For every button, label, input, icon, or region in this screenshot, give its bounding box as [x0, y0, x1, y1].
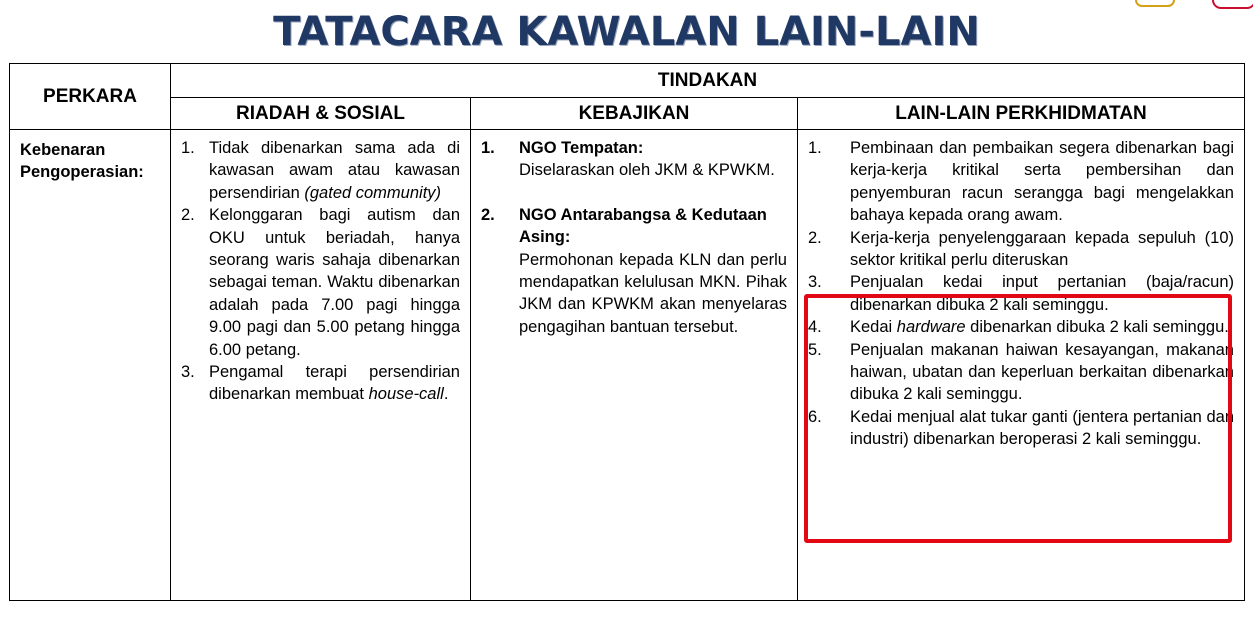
item-text-plain: Tidak dibenarkan sama ada di kawasan awam atau kawasan persendirian — [209, 139, 460, 202]
item-text-italic: house-call — [368, 385, 444, 404]
kebajikan-cell — [471, 130, 798, 601]
control-procedure-table — [9, 63, 1245, 601]
seal-logo — [1212, 0, 1253, 9]
header-perkara: PERKARA — [10, 64, 171, 130]
list-item — [808, 227, 1234, 272]
item-body: Permohonan kepada KLN dan perlu mendapatkan kelulusan MKN. Pihak JKM dan KPWKM akan menyelaras pengagihan bantuan tersebut. — [519, 250, 787, 336]
item-text — [519, 204, 787, 338]
list-item — [808, 271, 1234, 316]
header-riadah-sosial: RIADAH & SOSIAL — [171, 98, 471, 130]
item-body: Diselaraskan oleh JKM & KPWKM. — [519, 161, 775, 180]
item-text-italic: hardware — [896, 318, 966, 337]
item-text-tail: dibenarkan dibuka 2 kali seminggu. — [965, 318, 1229, 337]
item-number: 3. — [181, 363, 195, 382]
list-item — [808, 339, 1234, 406]
list-item — [481, 204, 787, 338]
item-text — [850, 271, 1234, 316]
item-text — [519, 137, 787, 182]
item-number: 3. — [808, 273, 822, 292]
crest-logo — [1135, 0, 1175, 7]
item-text-plain: Kedai — [850, 318, 897, 337]
item-number: 2. — [181, 206, 195, 225]
item-text — [209, 137, 460, 204]
item-number: 1. — [808, 139, 822, 157]
item-text-plain: Penjualan makanan haiwan kesayangan, makanan haiwan, ubatan dan keperluan berkaitan dibenarkan dibuka 2 kali seminggu. — [850, 340, 1234, 404]
item-text-plain: Kelonggaran bagi autism dan OKU untuk beriadah, hanya seorang waris sahaja dibenarkan sebagai teman. Waktu dibenarkan adalah pada 7.00 pagi hingga 9.00 pagi dan 5.00 petang hingga 6.00 petang. — [209, 206, 460, 359]
header-tindakan: TINDAKAN — [171, 64, 1245, 98]
list-spacer — [481, 182, 787, 204]
item-number: 5. — [808, 340, 822, 359]
item-number: 1. — [181, 139, 195, 157]
riadah-list — [181, 137, 460, 406]
lain-list — [808, 137, 1234, 451]
lain-cell — [798, 130, 1245, 601]
item-number: 6. — [808, 407, 822, 426]
list-item — [181, 137, 460, 204]
header-lain-lain: LAIN-LAIN PERKHIDMATAN — [798, 98, 1245, 130]
item-number: 4. — [808, 318, 822, 337]
list-item — [808, 406, 1234, 451]
item-number: 2. — [481, 205, 495, 224]
list-item — [181, 204, 460, 361]
item-text — [850, 227, 1234, 272]
item-text-tail: . — [443, 385, 449, 404]
item-heading: NGO Tempatan: — [519, 139, 644, 157]
item-text — [209, 361, 460, 406]
list-item — [808, 316, 1234, 338]
item-text — [850, 339, 1234, 406]
item-text-plain: Pengamal terapi persendirian dibenarkan membuat — [209, 363, 460, 404]
list-item — [481, 137, 787, 182]
riadah-cell — [171, 130, 471, 601]
item-text — [850, 316, 1234, 338]
list-item — [181, 361, 460, 406]
perkara-cell: Kebenaran Pengoperasian: — [10, 130, 171, 601]
item-text-plain: Penjualan kedai input pertanian (baja/racun) dibenarkan dibuka 2 kali seminggu. — [850, 273, 1234, 314]
header-kebajikan: KEBAJIKAN — [471, 98, 798, 130]
item-text-plain: Kerja-kerja penyelenggaraan kepada sepuluh (10) sektor kritikal perlu diteruskan — [850, 228, 1234, 270]
item-text — [850, 137, 1234, 227]
item-text — [850, 406, 1234, 451]
page-title: TATACARA KAWALAN LAIN-LAIN — [273, 9, 980, 55]
list-item — [808, 137, 1234, 227]
item-heading: NGO Antarabangsa & Kedutaan Asing: — [519, 205, 767, 247]
item-text-plain: Pembinaan dan pembaikan segera dibenarkan bagi kerja-kerja kritikal serta pembersihan dan penyemburan racun serangga bagi mengelakkan bahaya kepada orang awam. — [850, 139, 1234, 225]
item-text-plain: Kedai menjual alat tukar ganti (jentera pertanian dan industri) dibenarkan beroperasi 2 kali seminggu. — [850, 407, 1234, 449]
kebajikan-list — [481, 137, 787, 338]
item-number: 2. — [808, 228, 822, 247]
item-text-italic: (gated community) — [304, 183, 442, 202]
item-number: 1. — [481, 139, 495, 157]
item-text — [209, 204, 460, 361]
